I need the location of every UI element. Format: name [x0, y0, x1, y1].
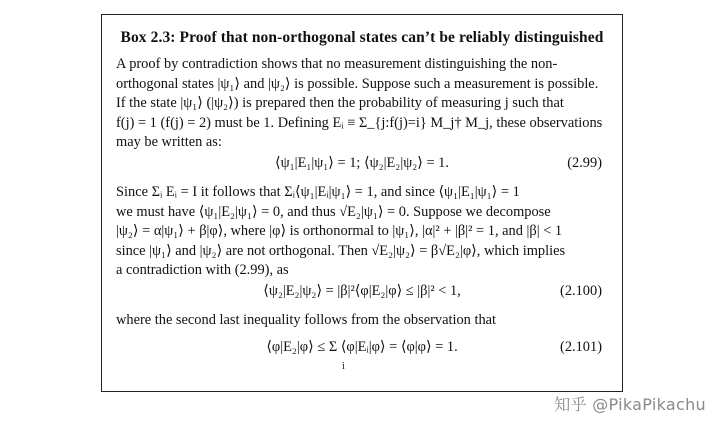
text-line: a contradiction with (2.99), as — [116, 262, 289, 279]
equation-2-101 — [116, 339, 608, 372]
sum-index: i — [342, 361, 345, 372]
equation-number: (2.99) — [567, 155, 602, 171]
equation-2-100 — [116, 283, 608, 305]
text-line: orthogonal states |ψ₁⟩ and |ψ₂⟩ is possible. Suppose such a measurement is possible. — [116, 75, 599, 92]
equation-number: (2.100) — [560, 283, 602, 299]
paragraph-argument — [116, 183, 608, 281]
equation-body: ⟨ψ₂|E₂|ψ₂⟩ = |β|²⟨φ|E₂|φ⟩ ≤ |β|² < 1, — [263, 283, 461, 299]
text-line: If the state |ψ₁⟩ (|ψ₂⟩) is prepared then the probability of measuring j such that — [116, 95, 564, 112]
equation-body: ⟨ψ₁|E₁|ψ₁⟩ = 1; ⟨ψ₂|E₂|ψ₂⟩ = 1. — [275, 155, 449, 171]
proof-box — [101, 14, 623, 392]
text-line: where the second last inequality follows from the observation that — [116, 312, 497, 328]
equation-body: ⟨φ|E₂|φ⟩ ≤ Σ ⟨φ|Eᵢ|φ⟩ = ⟨φ|φ⟩ = 1. — [266, 339, 458, 355]
watermark: 知乎 @PikaPikachu — [554, 395, 706, 414]
text-line: we must have ⟨ψ₁|E₂|ψ₁⟩ = 0, and thus √E₂|ψ₁⟩ = 0. Suppose we decompose — [116, 203, 551, 220]
text-line: may be written as: — [116, 134, 222, 151]
text-line: f(j) = 1 (f(j) = 2) must be 1. Defining Eᵢ ≡ Σ_{j:f(j)=i} M_j† M_j, these observations — [116, 114, 603, 131]
text-line: |ψ₂⟩ = α|ψ₁⟩ + β|φ⟩, where |φ⟩ is orthonormal to |ψ₁⟩, |α|² + |β|² = 1, and |β| < 1 — [116, 223, 563, 240]
paragraph-intro — [116, 55, 608, 153]
equation-2-99 — [116, 155, 608, 177]
text-line: since |ψ₁⟩ and |ψ₂⟩ are not orthogonal. Then √E₂|ψ₂⟩ = β√E₂|φ⟩, which implies — [116, 242, 566, 259]
box-title: Box 2.3: Proof that non-orthogonal states can’t be reliably distinguished — [120, 29, 604, 46]
equation-number: (2.101) — [560, 339, 602, 355]
text-line: Since Σᵢ Eᵢ = I it follows that Σᵢ⟨ψ₁|Eᵢ|ψ₁⟩ = 1, and since ⟨ψ₁|E₁|ψ₁⟩ = 1 — [116, 184, 520, 200]
text-line: A proof by contradiction shows that no measurement distinguishing the non- — [116, 56, 558, 72]
paragraph-conclusion — [116, 311, 608, 331]
